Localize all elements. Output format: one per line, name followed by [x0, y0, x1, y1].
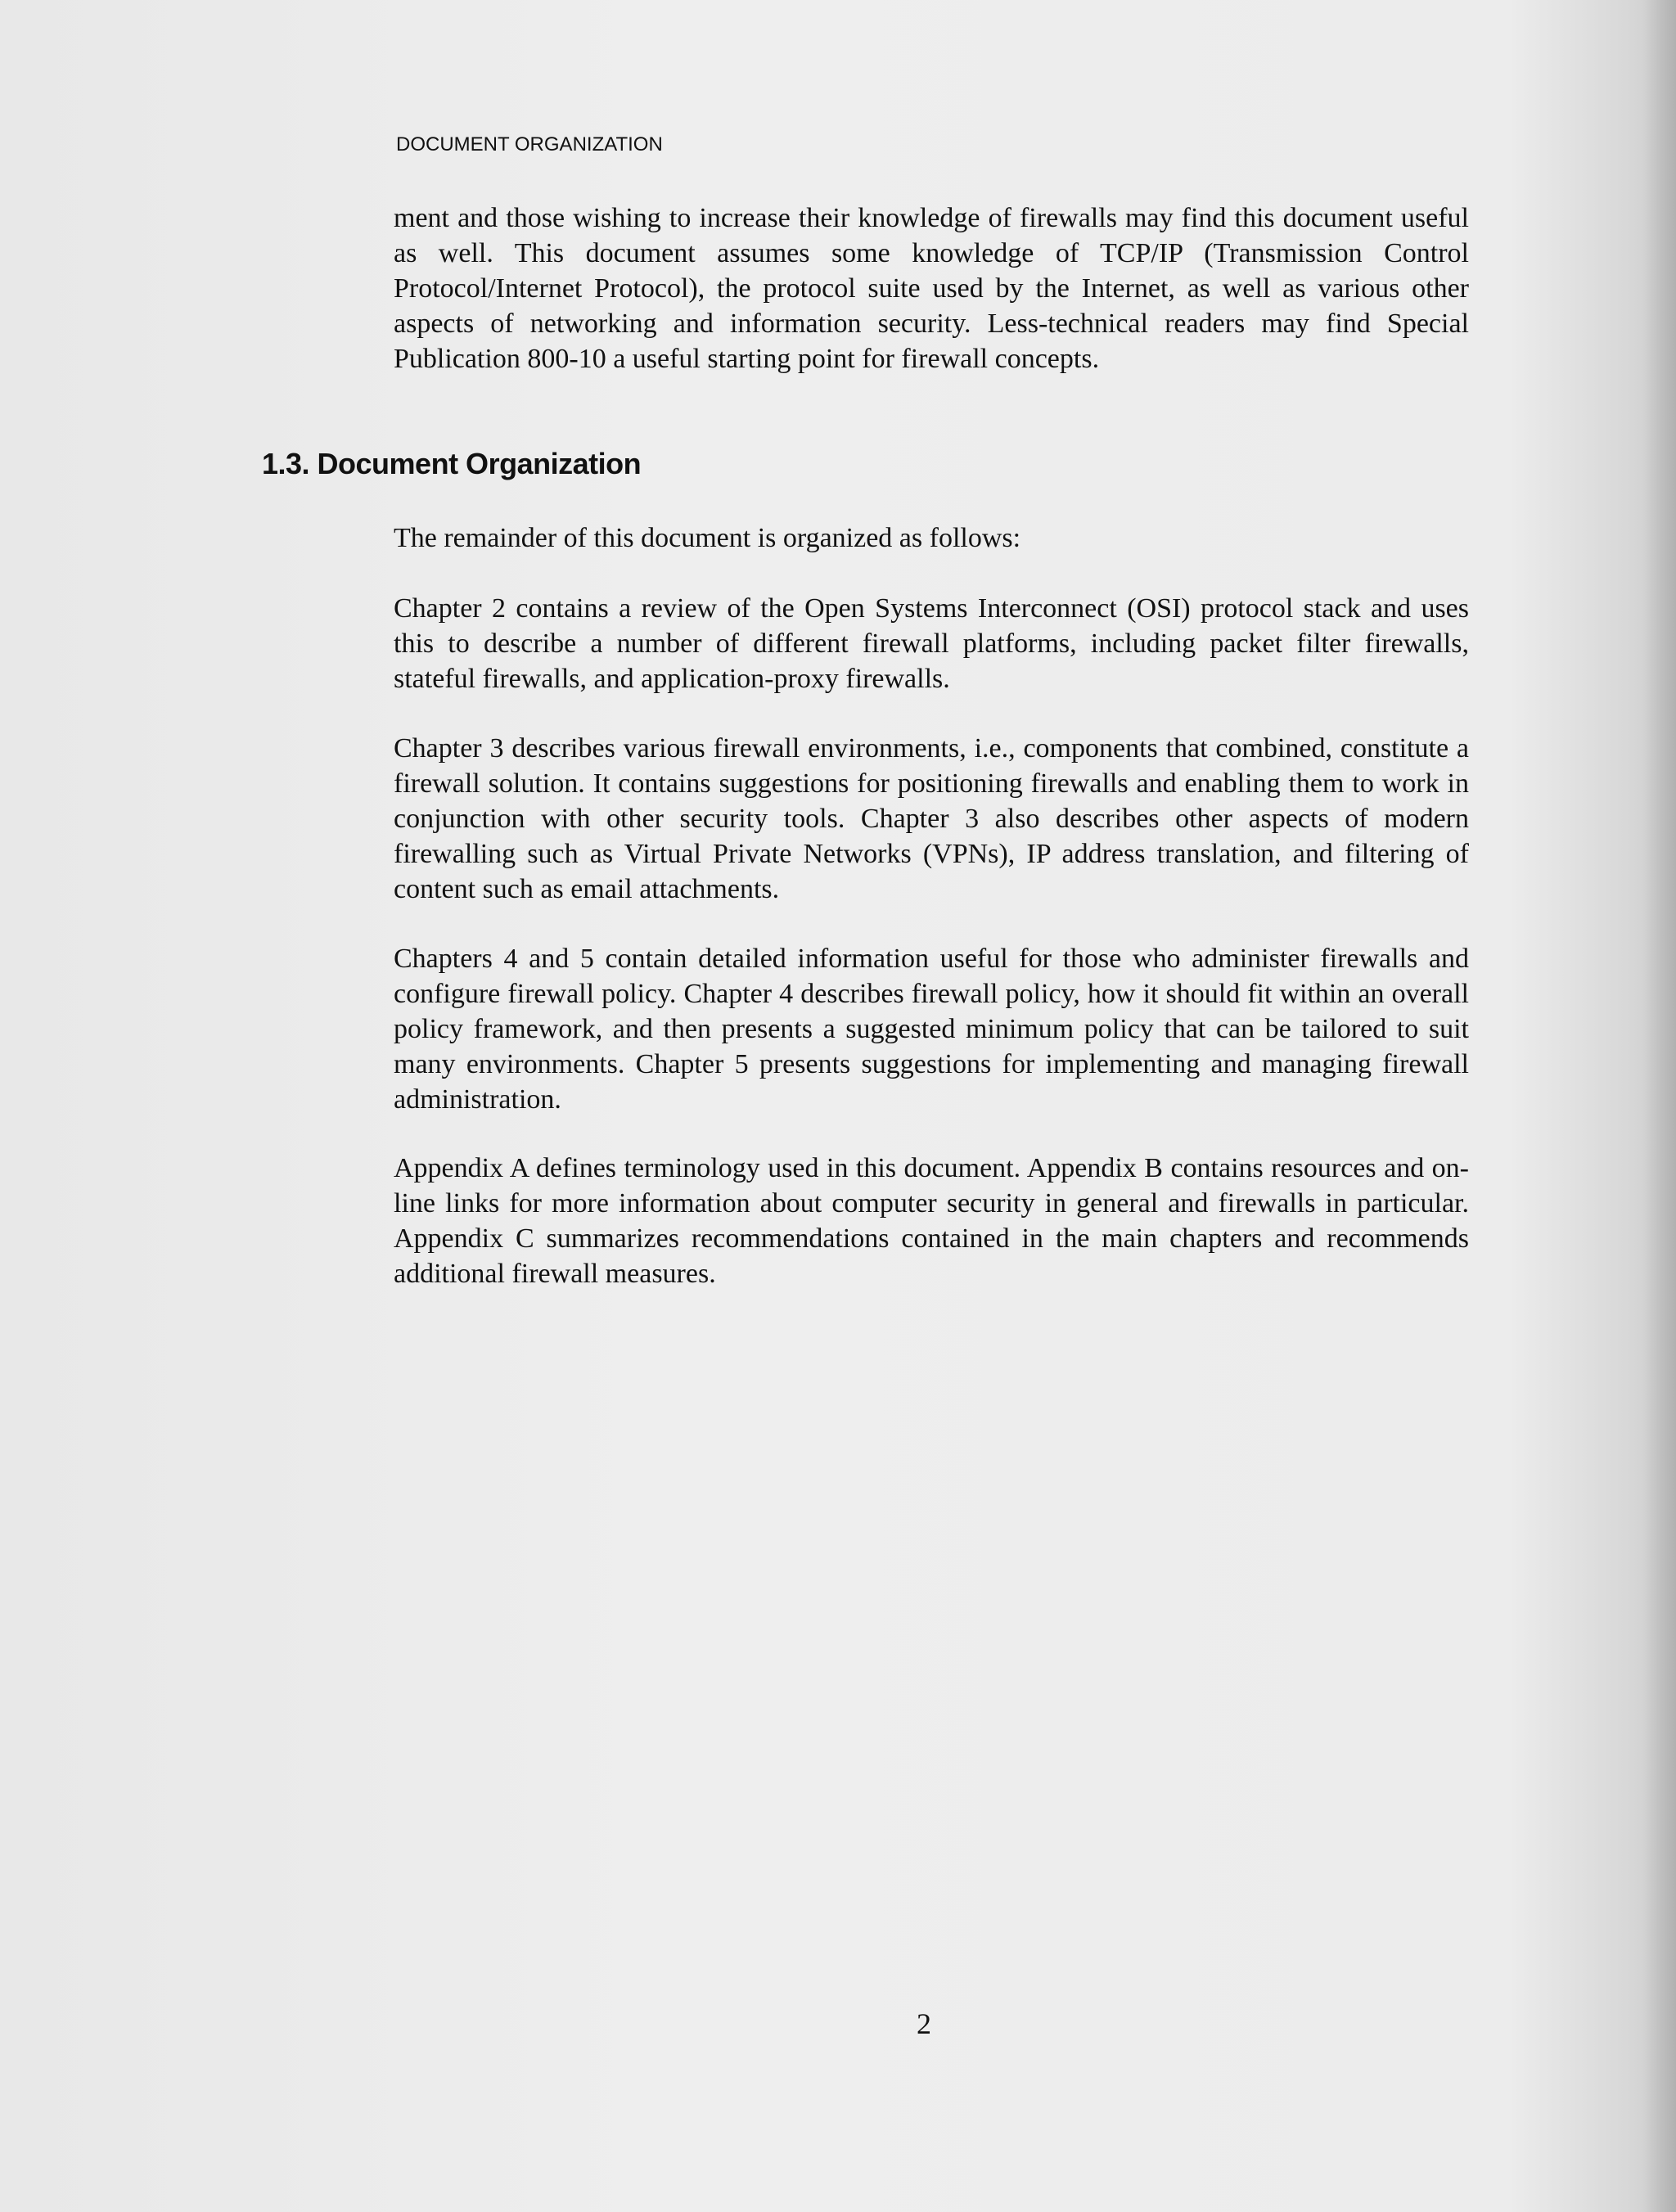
chapters-4-5-paragraph: Chapters 4 and 5 contain detailed information useful for those who administer firewalls and configure firewall policy. Chapter 4 describes firewall policy, how it should fit within an overall policy framework, and then presents a suggested minimum policy that can be tailored to suit many environments. Chapter 5 presents suggestions for implementing and managing firewall administration.	[394, 944, 1469, 1115]
chapter-2-paragraph: Chapter 2 contains a review of the Open Systems Interconnect (OSI) protocol stack and uses this to describe a number of different firewall platforms, including packet filter firewalls, stateful firewalls, and application-proxy firewalls.	[394, 593, 1469, 694]
chapter-3-paragraph: Chapter 3 describes various firewall environments, i.e., components that combined, constitute a firewall solution. It contains suggestions for positioning firewalls and enabling them to work in conjunction with other security tools. Chapter 3 also describes other aspects of modern firewalling such as Virtual Private Networks (VPNs), IP address translation, and filtering of content such as email attachments.	[394, 733, 1469, 904]
running-header: DOCUMENT ORGANIZATION	[396, 133, 663, 155]
page-number: 2	[917, 2007, 931, 2040]
section-lead-paragraph: The remainder of this document is organized as follows:	[394, 523, 1021, 553]
intro-paragraph: ment and those wishing to increase their knowledge of firewalls may find this document useful as well. This document assumes some knowledge of TCP/IP (Transmission Control Protocol/Internet Protocol), the protocol suite used by the Internet, as well as various other aspects of networking and information security. Less-technical readers may find Special Publication 800-10 a useful starting point for firewall concepts.	[394, 203, 1469, 374]
page-edge-shadow	[1643, 0, 1676, 2212]
appendices-paragraph: Appendix A defines terminology used in this document. Appendix B contains resources and on-line links for more information about computer security in general and firewalls in particular. Appendix C summarizes recommendations contained in the main chapters and recommends additional firewall measures.	[394, 1153, 1469, 1289]
section-heading: 1.3. Document Organization	[262, 447, 642, 480]
